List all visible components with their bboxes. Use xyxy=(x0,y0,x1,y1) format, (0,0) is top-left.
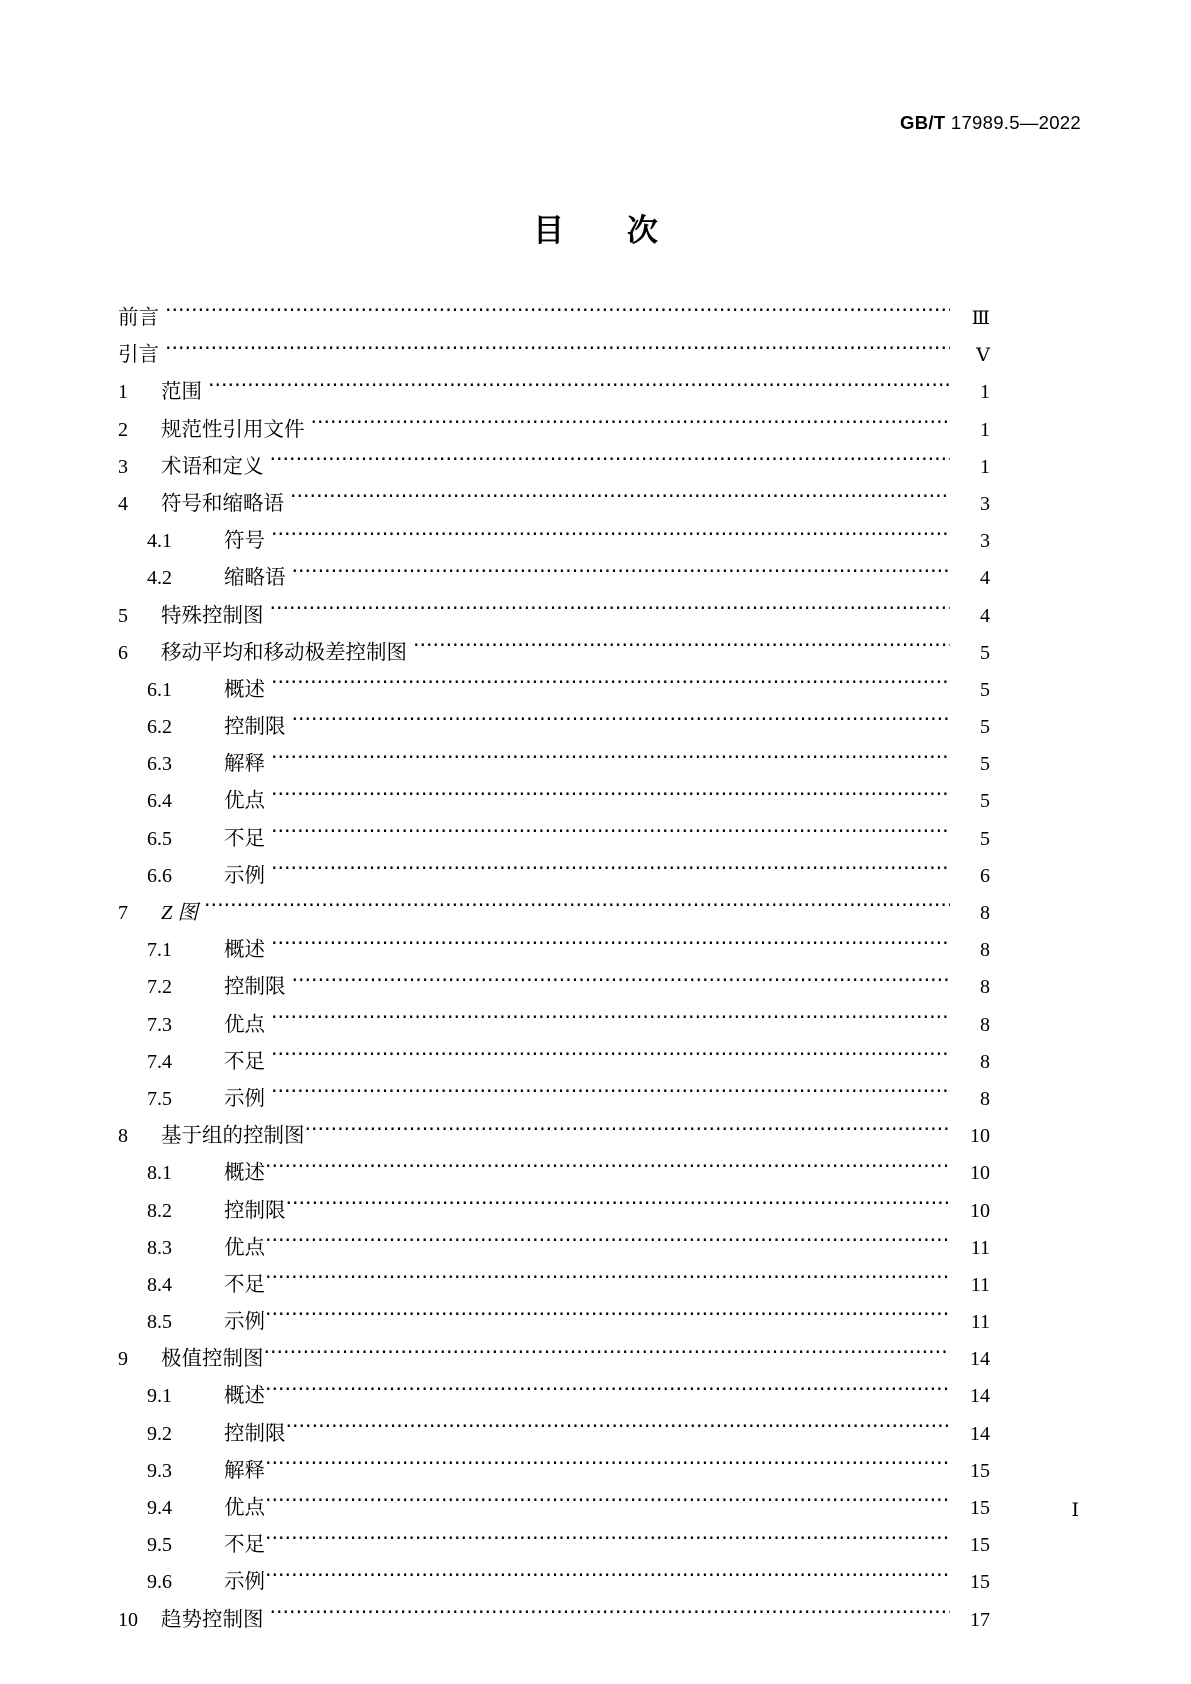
toc-entry-label xyxy=(147,523,265,553)
standard-number: 17989.5—2022 xyxy=(950,112,1081,133)
toc-entry-number: 3 xyxy=(118,455,128,478)
toc-entry-number: 6.4 xyxy=(147,790,172,813)
toc-entry[interactable] xyxy=(118,783,990,820)
toc-leader-dots xyxy=(292,973,951,994)
toc-entry[interactable] xyxy=(118,858,990,895)
toc-entry-page-number: 14 xyxy=(970,1422,990,1445)
toc-leader-dots xyxy=(271,936,950,957)
toc-entry-label xyxy=(118,486,284,516)
toc-entry-page-number: 17 xyxy=(970,1608,990,1631)
toc-entry-number: 6.1 xyxy=(147,678,172,701)
toc-entry-label xyxy=(147,932,265,962)
toc-entry-page-number: 8 xyxy=(980,939,990,962)
toc-entry-title: 优点 xyxy=(224,1495,265,1519)
toc-entry-label xyxy=(118,374,202,404)
toc-entry[interactable] xyxy=(118,895,990,932)
standard-prefix: GB/T xyxy=(900,112,946,133)
toc-leader-dots xyxy=(204,899,950,920)
toc-entry-page-number: 10 xyxy=(970,1199,990,1222)
toc-leader-dots xyxy=(165,304,950,325)
toc-leader-dots xyxy=(265,1568,950,1589)
table-of-contents xyxy=(118,300,990,1639)
toc-entry[interactable] xyxy=(118,1453,990,1490)
toc-entry-title: 示例 xyxy=(224,1309,265,1334)
toc-entry-label xyxy=(118,300,159,330)
toc-entry-title: 不足 xyxy=(224,1271,265,1296)
toc-entry-number: 7.1 xyxy=(147,939,172,962)
page-folio: Ⅰ xyxy=(1071,1500,1079,1521)
toc-entry-number: 8.1 xyxy=(147,1162,172,1185)
toc-entry[interactable] xyxy=(118,486,990,523)
toc-entry-number: 9.1 xyxy=(147,1385,172,1408)
toc-entry-label xyxy=(147,1044,265,1074)
toc-entry-number: 9.6 xyxy=(147,1571,172,1594)
toc-entry[interactable] xyxy=(118,1230,990,1267)
toc-entry[interactable] xyxy=(118,709,990,746)
toc-entry-label xyxy=(147,1453,265,1483)
toc-entry-title: 符号 xyxy=(224,528,265,553)
toc-entry-title: 示例 xyxy=(224,862,265,887)
toc-entry-label xyxy=(147,746,265,776)
toc-entry-number: 5 xyxy=(118,604,128,627)
toc-leader-dots xyxy=(292,564,951,585)
toc-entry-label xyxy=(147,1304,265,1334)
toc-entry[interactable] xyxy=(118,672,990,709)
toc-leader-dots xyxy=(271,1010,950,1031)
toc-entry[interactable] xyxy=(118,821,990,858)
toc-leader-dots xyxy=(292,713,951,734)
toc-entry-label xyxy=(147,858,265,888)
toc-entry-page-number: 1 xyxy=(980,418,990,441)
toc-entry[interactable] xyxy=(118,300,990,337)
toc-entry-page-number: 6 xyxy=(980,864,990,887)
toc-entry-label xyxy=(147,1081,265,1111)
toc-entry-title: 基于组的控制图 xyxy=(161,1123,305,1148)
toc-entry-page-number: 15 xyxy=(970,1459,990,1482)
toc-entry[interactable] xyxy=(118,1118,990,1155)
toc-entry-number: 9.4 xyxy=(147,1497,172,1519)
toc-entry-page-number: 5 xyxy=(980,678,990,701)
toc-entry[interactable] xyxy=(118,337,990,374)
toc-entry-title: 极值控制图 xyxy=(161,1346,264,1371)
toc-entry-number: 4.2 xyxy=(147,567,172,590)
toc-entry-title: 控制限 xyxy=(224,1197,286,1222)
toc-entry-number: 6 xyxy=(118,641,128,664)
toc-entry-label xyxy=(118,412,305,442)
toc-entry-number: 4.1 xyxy=(147,530,172,553)
toc-entry-page-number: 4 xyxy=(980,604,990,627)
toc-entry-title: 不足 xyxy=(224,1048,265,1073)
toc-entry-title: 概述 xyxy=(224,1160,265,1185)
toc-leader-dots xyxy=(270,601,951,622)
toc-entry-title: 规范性引用文件 xyxy=(161,416,305,441)
toc-entry[interactable] xyxy=(118,523,990,560)
toc-entry-title: 概述 xyxy=(224,1383,265,1408)
toc-entry-page-number: 8 xyxy=(980,1050,990,1073)
toc-entry-number: 7.5 xyxy=(147,1087,172,1110)
toc-entry-label xyxy=(147,560,286,590)
toc-entry[interactable] xyxy=(118,449,990,486)
toc-entry-title: 控制限 xyxy=(224,974,286,999)
toc-entry[interactable] xyxy=(118,1007,990,1044)
toc-entry-number: 1 xyxy=(118,381,128,404)
toc-leader-dots xyxy=(271,750,950,771)
toc-entry[interactable] xyxy=(118,1341,990,1378)
toc-entry-page-number: 5 xyxy=(980,641,990,664)
toc-entry[interactable] xyxy=(118,1155,990,1192)
toc-entry-page-number: 1 xyxy=(980,455,990,478)
toc-entry-label xyxy=(147,709,286,739)
toc-entry-title: 优点 xyxy=(224,1234,265,1259)
toc-entry-number: 8.2 xyxy=(147,1199,172,1222)
toc-entry-page-number: 1 xyxy=(980,381,990,404)
toc-leader-dots xyxy=(271,675,950,696)
toc-leader-dots xyxy=(286,1419,951,1440)
toc-entry-title: 示例 xyxy=(224,1569,265,1594)
toc-entry-label xyxy=(147,821,265,851)
toc-entry-number: 8.5 xyxy=(147,1311,172,1334)
toc-entry-title: 概述 xyxy=(224,676,265,701)
toc-leader-dots xyxy=(311,415,951,436)
toc-entry-title: 不足 xyxy=(224,1532,265,1557)
toc-entry-page-number: Ⅲ xyxy=(971,308,990,329)
toc-entry-page-number: 8 xyxy=(980,902,990,924)
toc-entry-page-number: 14 xyxy=(970,1385,990,1408)
toc-entry-title: 优点 xyxy=(224,1011,265,1036)
toc-entry-title: 范围 xyxy=(161,379,202,404)
toc-entry-page-number: 10 xyxy=(970,1162,990,1185)
toc-entry-number: 6.6 xyxy=(147,864,172,887)
toc-entry-page-number: 5 xyxy=(980,790,990,813)
toc-entry-label xyxy=(118,1602,264,1632)
toc-entry-title: 解释 xyxy=(224,751,265,776)
toc-leader-dots xyxy=(265,1494,950,1515)
toc-entry[interactable] xyxy=(118,1267,990,1304)
toc-entry[interactable] xyxy=(118,1081,990,1118)
toc-entry-number: 6.5 xyxy=(147,827,172,850)
toc-entry[interactable] xyxy=(118,374,990,411)
toc-leader-dots xyxy=(265,1308,950,1329)
toc-entry-label xyxy=(147,1155,265,1185)
toc-entry-label xyxy=(147,1193,286,1223)
toc-entry-number: 6.2 xyxy=(147,716,172,739)
toc-entry-label xyxy=(147,783,265,813)
toc-entry-number: 9 xyxy=(118,1348,128,1371)
toc-leader-dots xyxy=(271,1047,950,1068)
toc-entry-label xyxy=(147,1490,265,1520)
toc-entry-number: 2 xyxy=(118,418,128,441)
toc-entry[interactable] xyxy=(118,1564,990,1601)
toc-entry-page-number: 3 xyxy=(980,492,990,515)
toc-entry-number: 6.3 xyxy=(147,753,172,776)
toc-entry[interactable] xyxy=(118,932,990,969)
toc-leader-dots xyxy=(265,1270,950,1291)
toc-entry[interactable] xyxy=(118,1044,990,1081)
toc-entry-title: 移动平均和移动极差控制图 xyxy=(161,639,407,664)
toc-entry-number: 8.3 xyxy=(147,1236,172,1259)
toc-entry-label xyxy=(147,1527,265,1557)
toc-leader-dots xyxy=(271,824,950,845)
toc-entry-page-number: 15 xyxy=(970,1571,990,1594)
toc-entry-title: Z 图 xyxy=(161,902,199,924)
toc-entry-title: 优点 xyxy=(224,788,265,813)
toc-entry-label xyxy=(118,598,264,628)
toc-entry-title: 术语和定义 xyxy=(161,453,264,478)
toc-entry-page-number: 15 xyxy=(970,1534,990,1557)
toc-entry-label xyxy=(147,1564,265,1594)
toc-entry-label xyxy=(147,1267,265,1297)
toc-entry-page-number: 4 xyxy=(980,567,990,590)
toc-leader-dots xyxy=(208,378,950,399)
toc-entry-label xyxy=(118,1118,305,1148)
toc-leader-dots xyxy=(265,1382,950,1403)
toc-entry-number: 7.3 xyxy=(147,1013,172,1036)
toc-entry-page-number: 11 xyxy=(970,1311,990,1334)
toc-entry-title: 示例 xyxy=(224,1085,265,1110)
toc-entry[interactable] xyxy=(118,635,990,672)
toc-entry-page-number: 5 xyxy=(980,716,990,739)
toc-entry-label xyxy=(147,672,265,702)
toc-entry-number: 7 xyxy=(118,902,128,924)
toc-entry-title: 控制限 xyxy=(224,714,286,739)
toc-entry[interactable] xyxy=(118,560,990,597)
toc-entry-number: 4 xyxy=(118,492,128,515)
toc-entry[interactable] xyxy=(118,1193,990,1230)
toc-entry-number: 9.5 xyxy=(147,1534,172,1557)
toc-entry-page-number: 11 xyxy=(970,1236,990,1259)
toc-entry-page-number: 11 xyxy=(970,1273,990,1296)
toc-entry-page-number: 10 xyxy=(970,1125,990,1148)
toc-entry-number: 8 xyxy=(118,1125,128,1148)
toc-leader-dots xyxy=(265,1233,950,1254)
toc-leader-dots xyxy=(290,489,950,510)
toc-entry[interactable] xyxy=(118,598,990,635)
toc-entry-label xyxy=(118,635,407,665)
toc-leader-dots xyxy=(271,1084,950,1105)
toc-entry-title: 不足 xyxy=(224,825,265,850)
toc-entry-label xyxy=(118,337,159,367)
toc-entry[interactable] xyxy=(118,746,990,783)
toc-entry-label xyxy=(147,969,286,999)
toc-leader-dots xyxy=(270,1605,951,1626)
toc-entry-number: 9.3 xyxy=(147,1459,172,1482)
toc-leader-dots xyxy=(165,341,950,362)
toc-entry-title: 引言 xyxy=(118,342,159,367)
toc-entry-title: 趋势控制图 xyxy=(161,1606,264,1631)
toc-entry-page-number: Ⅴ xyxy=(976,345,990,367)
toc-leader-dots xyxy=(264,1345,951,1366)
toc-entry-page-number: 15 xyxy=(970,1497,990,1519)
toc-entry[interactable] xyxy=(118,1602,990,1639)
toc-entry-page-number: 5 xyxy=(980,827,990,850)
toc-entry-title: 概述 xyxy=(224,937,265,962)
toc-leader-dots xyxy=(270,452,951,473)
toc-entry[interactable] xyxy=(118,1378,990,1415)
toc-entry[interactable] xyxy=(118,1527,990,1564)
toc-entry-title: 控制限 xyxy=(224,1420,286,1445)
toc-leader-dots xyxy=(286,1196,951,1217)
toc-entry-title: 符号和缩略语 xyxy=(161,490,284,515)
toc-entry-number: 7.4 xyxy=(147,1050,172,1073)
toc-entry[interactable] xyxy=(118,969,990,1006)
toc-leader-dots xyxy=(413,638,950,659)
toc-entry-label xyxy=(118,449,264,479)
toc-entry-title: 缩略语 xyxy=(224,565,286,590)
toc-leader-dots xyxy=(265,1159,950,1180)
toc-entry-number: 9.2 xyxy=(147,1422,172,1445)
toc-entry-label xyxy=(147,1007,265,1037)
toc-entry-page-number: 8 xyxy=(980,1013,990,1036)
toc-entry-label xyxy=(147,1230,265,1260)
toc-leader-dots xyxy=(271,527,950,548)
toc-entry-title: 前言 xyxy=(118,305,159,329)
toc-entry-page-number: 8 xyxy=(980,1087,990,1110)
toc-entry[interactable] xyxy=(118,1416,990,1453)
toc-entry-page-number: 14 xyxy=(970,1348,990,1371)
toc-entry-label xyxy=(147,1416,286,1446)
document-header xyxy=(900,112,1081,134)
toc-leader-dots xyxy=(265,1456,950,1477)
toc-entry-number: 8.4 xyxy=(147,1273,172,1296)
toc-entry[interactable] xyxy=(118,412,990,449)
toc-entry-number: 7.2 xyxy=(147,976,172,999)
toc-entry-title: 解释 xyxy=(224,1457,265,1482)
toc-entry-page-number: 5 xyxy=(980,753,990,776)
toc-entry-number: 10 xyxy=(118,1608,138,1631)
toc-entry-title: 特殊控制图 xyxy=(161,602,264,627)
toc-entry-label xyxy=(147,1378,265,1408)
toc-leader-dots xyxy=(265,1531,950,1552)
toc-entry-label xyxy=(118,895,198,925)
toc-entry[interactable] xyxy=(118,1490,990,1527)
toc-entry[interactable] xyxy=(118,1304,990,1341)
toc-leader-dots xyxy=(271,861,950,882)
toc-leader-dots xyxy=(305,1122,951,1143)
toc-entry-page-number: 8 xyxy=(980,976,990,999)
toc-entry-label xyxy=(118,1341,264,1371)
toc-leader-dots xyxy=(271,787,950,808)
toc-entry-page-number: 3 xyxy=(980,530,990,553)
page-title: 目 次 xyxy=(533,213,684,249)
